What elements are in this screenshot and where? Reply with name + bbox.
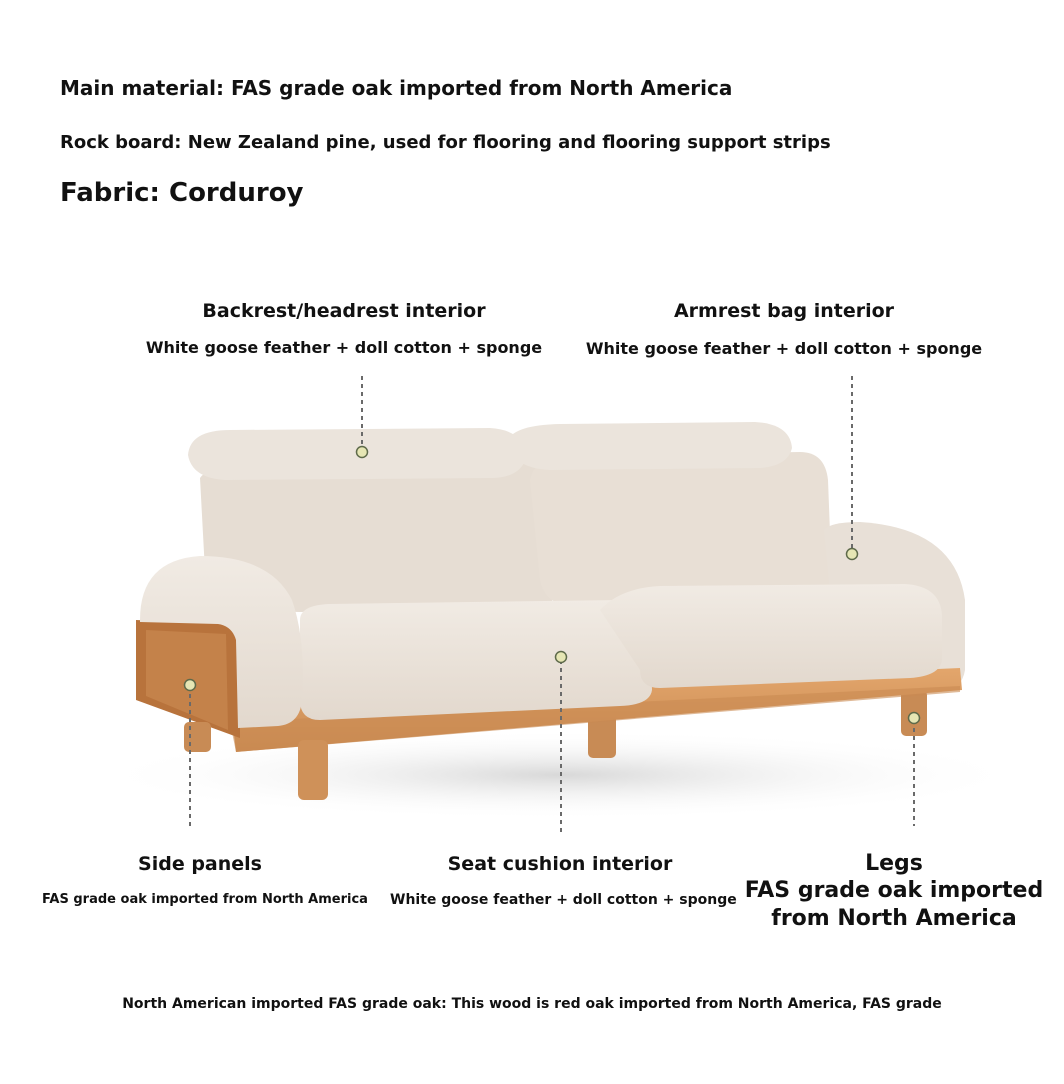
seat-cushion-left xyxy=(300,600,652,720)
front-leg-left xyxy=(298,740,328,800)
side-panel-marker-dot xyxy=(185,680,196,691)
armrest-callout-detail: White goose feather + doll cotton + sponge xyxy=(585,339,983,358)
front-leg-left-back xyxy=(184,722,211,752)
headrest-right xyxy=(508,422,792,470)
sofa-illustration xyxy=(0,360,1064,840)
legs-marker-dot xyxy=(909,713,920,724)
legs-callout-detail-line1: FAS grade oak imported xyxy=(744,878,1044,903)
legs-callout-title: Legs xyxy=(865,851,923,876)
seat-cushion-callout-title: Seat cushion interior xyxy=(447,853,673,875)
spec-rock-board: Rock board: New Zealand pine, used for flooring and flooring support strips xyxy=(60,132,831,153)
backrest-callout-detail: White goose feather + doll cotton + sponge xyxy=(145,338,543,357)
backrest-cushion-right xyxy=(530,452,832,606)
seat-cushion-callout-detail: White goose feather + doll cotton + sponge xyxy=(390,892,737,908)
backrest-marker-dot xyxy=(357,447,368,458)
legs-callout-detail-line2: from North America xyxy=(771,906,1017,931)
side-panels-callout-detail: FAS grade oak imported from North America xyxy=(42,892,368,907)
side-panels-callout-title: Side panels xyxy=(138,853,262,875)
seat-cushion-right xyxy=(600,584,942,688)
armrest-marker-dot xyxy=(847,549,858,560)
spec-fabric: Fabric: Corduroy xyxy=(60,178,304,208)
oak-footnote: North American imported FAS grade oak: This wood is red oak imported from North America, FAS grade xyxy=(122,996,942,1012)
armrest-callout-title: Armrest bag interior xyxy=(673,300,895,322)
seat-marker-dot xyxy=(556,652,567,663)
spec-main-material: Main material: FAS grade oak imported from North America xyxy=(60,76,733,100)
backrest-callout-title: Backrest/headrest interior xyxy=(202,300,486,322)
